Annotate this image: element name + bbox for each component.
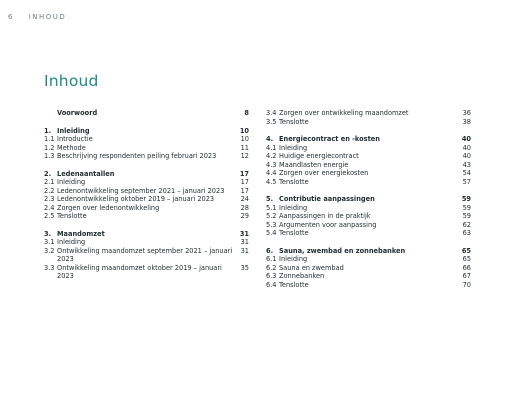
toc-entry-number: 4.1 [266, 143, 277, 152]
toc-entry[interactable] [266, 272, 471, 281]
toc-entry-title: Sauna en zwembad [279, 263, 344, 272]
toc-entry-title: Inleiding [279, 255, 308, 263]
toc-entry-number: 2.3 [44, 195, 55, 203]
toc-entry-number: 3.2 [44, 246, 55, 255]
toc-entry-page: 31 [240, 246, 249, 255]
toc-right-column [266, 109, 471, 289]
toc-entry-title: Maandlasten energie [279, 160, 349, 169]
toc-entry-number: 4.3 [266, 160, 277, 169]
toc-entry-title: Introductie [57, 135, 93, 143]
toc-entry-page: 59 [462, 203, 471, 212]
toc-entry-page: 24 [240, 195, 249, 203]
toc-entry[interactable] [266, 178, 471, 187]
toc-entry-number: 2. [44, 169, 52, 178]
toc-entry[interactable] [266, 229, 471, 238]
toc-entry-title: Aanpassingen in de praktijk [279, 212, 371, 220]
section-gap [266, 126, 471, 135]
section-gap [44, 161, 249, 170]
toc-entry-page: 17 [239, 169, 249, 178]
toc-entry-number: 1.1 [44, 135, 55, 143]
toc-entry-title: Inleiding [279, 143, 308, 152]
toc-entry-page: 59 [462, 212, 471, 220]
toc-entry-title: Methode [57, 143, 86, 152]
toc-entry-number: 4.4 [266, 169, 277, 177]
toc-entry-title: Huidige energiecontract [279, 152, 359, 160]
section-gap [266, 238, 471, 247]
toc-entry[interactable] [44, 135, 249, 144]
toc-entry-number: 6.1 [266, 255, 277, 263]
toc-title: Inhoud [44, 72, 99, 90]
toc-chapter-entry[interactable] [266, 135, 471, 144]
toc-entry-page: 31 [239, 229, 249, 238]
toc-entry-title: Energiecontract en -kosten [279, 135, 380, 143]
toc-entry-title: Ledenaantallen [57, 169, 115, 178]
toc-entry-title: Ontwikkeling maandomzet oktober 2019 – januari 2023 [57, 263, 222, 280]
toc-entry[interactable] [44, 204, 249, 213]
toc-entry[interactable] [44, 178, 249, 187]
toc-entry-page: 29 [240, 212, 249, 220]
toc-entry-title: Tenslotte [279, 177, 309, 186]
page-number: 6 [8, 13, 13, 21]
toc-entry-page: 57 [462, 177, 471, 186]
toc-entry[interactable] [266, 109, 471, 118]
toc-entry[interactable] [44, 144, 249, 153]
toc-entry-number: 5. [266, 195, 274, 203]
toc-entry[interactable] [266, 118, 471, 127]
toc-entry-title: Tenslotte [279, 117, 309, 126]
toc-entry-page: 36 [462, 109, 471, 117]
toc-entry-page: 38 [462, 117, 471, 126]
toc-entry-page: 63 [462, 229, 471, 237]
toc-entry-number: 2.5 [44, 212, 55, 220]
toc-entry-number: 2.1 [44, 178, 55, 186]
toc-entry-title: Inleiding [57, 126, 90, 135]
toc-entry-page: 17 [240, 178, 249, 186]
toc-entry[interactable] [44, 264, 249, 281]
toc-entry-page: 65 [461, 246, 471, 255]
toc-entry-number: 4.5 [266, 177, 277, 186]
toc-entry-title: Ledenontwikkeling oktober 2019 – januari 2023 [57, 195, 215, 203]
toc-entry[interactable] [266, 255, 471, 264]
toc-entry[interactable] [44, 247, 249, 264]
toc-chapter-entry[interactable] [44, 127, 249, 136]
section-gap [266, 186, 471, 195]
toc-entry-title: Argumenten voor aanpassing [279, 220, 377, 229]
toc-entry-title: Inleiding [57, 178, 86, 186]
toc-entry-page: 28 [240, 203, 249, 212]
toc-entry-number: 1.2 [44, 143, 55, 152]
toc-entry[interactable] [44, 238, 249, 247]
section-gap [44, 221, 249, 230]
toc-entry-page: 11 [240, 143, 249, 152]
toc-entry-page: 65 [462, 255, 471, 263]
toc-entry-number: 6.3 [266, 272, 277, 280]
toc-entry[interactable] [44, 195, 249, 204]
toc-chapter-entry[interactable] [44, 170, 249, 179]
toc-entry-title: Contributie aanpassingen [279, 195, 375, 203]
toc-entry-page: 40 [462, 152, 471, 160]
toc-entry-title: Beschrijving respondenten peiling februari 2023 [57, 152, 217, 160]
toc-entry-title: Inleiding [57, 238, 86, 246]
toc-entry-page: 67 [462, 272, 471, 280]
toc-chapter-entry[interactable] [266, 247, 471, 256]
toc-entry-number: 5.4 [266, 229, 277, 237]
toc-entry-title: Ontwikkeling maandomzet september 2021 – januari 2023 [57, 246, 233, 263]
toc-entry[interactable] [266, 169, 471, 178]
toc-entry-page: 31 [240, 238, 249, 246]
toc-entry-number: 3.4 [266, 109, 277, 117]
toc-entry-number: 3.5 [266, 117, 277, 126]
toc-entry-number: 2.4 [44, 203, 55, 212]
toc-entry-title: Sauna, zwembad en zonnebanken [279, 246, 406, 255]
toc-entry[interactable] [266, 144, 471, 153]
toc-entry[interactable] [44, 152, 249, 161]
toc-entry-title: Tenslotte [279, 229, 309, 237]
toc-entry-title: Maandomzet [57, 229, 105, 238]
toc-entry-page: 8 [244, 109, 249, 117]
toc-entry-page: 12 [240, 152, 249, 160]
toc-entry-number: 5.2 [266, 212, 277, 220]
toc-entry-number: 3.3 [44, 263, 55, 272]
toc-entry-number: 5.1 [266, 203, 277, 212]
toc-chapter-entry[interactable] [44, 109, 249, 118]
toc-entry-page: 62 [462, 220, 471, 229]
toc-entry-page: 17 [240, 186, 249, 195]
toc-entry-number: 5.3 [266, 220, 277, 229]
toc-entry-page: 54 [462, 169, 471, 177]
toc-entry-title: Tenslotte [57, 212, 87, 220]
toc-entry[interactable] [266, 212, 471, 221]
toc-entry-title: Zorgen over ledenontwikkeling [57, 203, 160, 212]
toc-entry-page: 59 [461, 195, 471, 203]
toc-entry-title: Zorgen over energiekosten [279, 169, 369, 177]
toc-chapter-entry[interactable] [44, 230, 249, 239]
toc-entry-page: 40 [462, 143, 471, 152]
toc-entry-page: 10 [239, 126, 249, 135]
toc-entry[interactable] [266, 152, 471, 161]
toc-entry[interactable] [266, 281, 471, 290]
toc-entry-title: Voorwoord [57, 109, 98, 117]
toc-entry-title: Zonnebanken [279, 272, 325, 280]
toc-entry[interactable] [44, 187, 249, 196]
toc-entry-page: 43 [462, 160, 471, 169]
toc-entry-page: 10 [240, 135, 249, 143]
toc-entry-number: 6. [266, 246, 274, 255]
toc-chapter-entry[interactable] [266, 195, 471, 204]
toc-entry-page: 70 [462, 280, 471, 289]
toc-entry-title: Ledenontwikkeling september 2021 – januari 2023 [57, 186, 225, 195]
section-label: INHOUD [28, 13, 67, 21]
toc-entry-number: 3. [44, 229, 52, 238]
toc-entry[interactable] [44, 212, 249, 221]
toc-entry-page: 66 [462, 263, 471, 272]
toc-entry[interactable] [266, 221, 471, 230]
toc-entry[interactable] [266, 264, 471, 273]
toc-entry-title: Tenslotte [279, 280, 309, 289]
toc-entry-number: 6.4 [266, 280, 277, 289]
toc-entry[interactable] [266, 161, 471, 170]
toc-entry[interactable] [266, 204, 471, 213]
toc-entry-title: Zorgen over ontwikkeling maandomzet [279, 109, 409, 117]
toc-entry-number: 2.2 [44, 186, 55, 195]
toc-entry-page: 35 [240, 263, 249, 272]
toc-entry-number: 6.2 [266, 263, 277, 272]
toc-left-column [44, 109, 249, 281]
toc-entry-page: 40 [461, 135, 471, 143]
toc-entry-number: 3.1 [44, 238, 55, 246]
toc-entry-number: 4.2 [266, 152, 277, 160]
toc-entry-number: 4. [266, 135, 274, 143]
page-header [8, 13, 66, 21]
section-gap [44, 118, 249, 127]
toc-entry-number: 1. [44, 126, 52, 135]
toc-entry-title: Inleiding [279, 203, 308, 212]
toc-entry-number: 1.3 [44, 152, 55, 160]
